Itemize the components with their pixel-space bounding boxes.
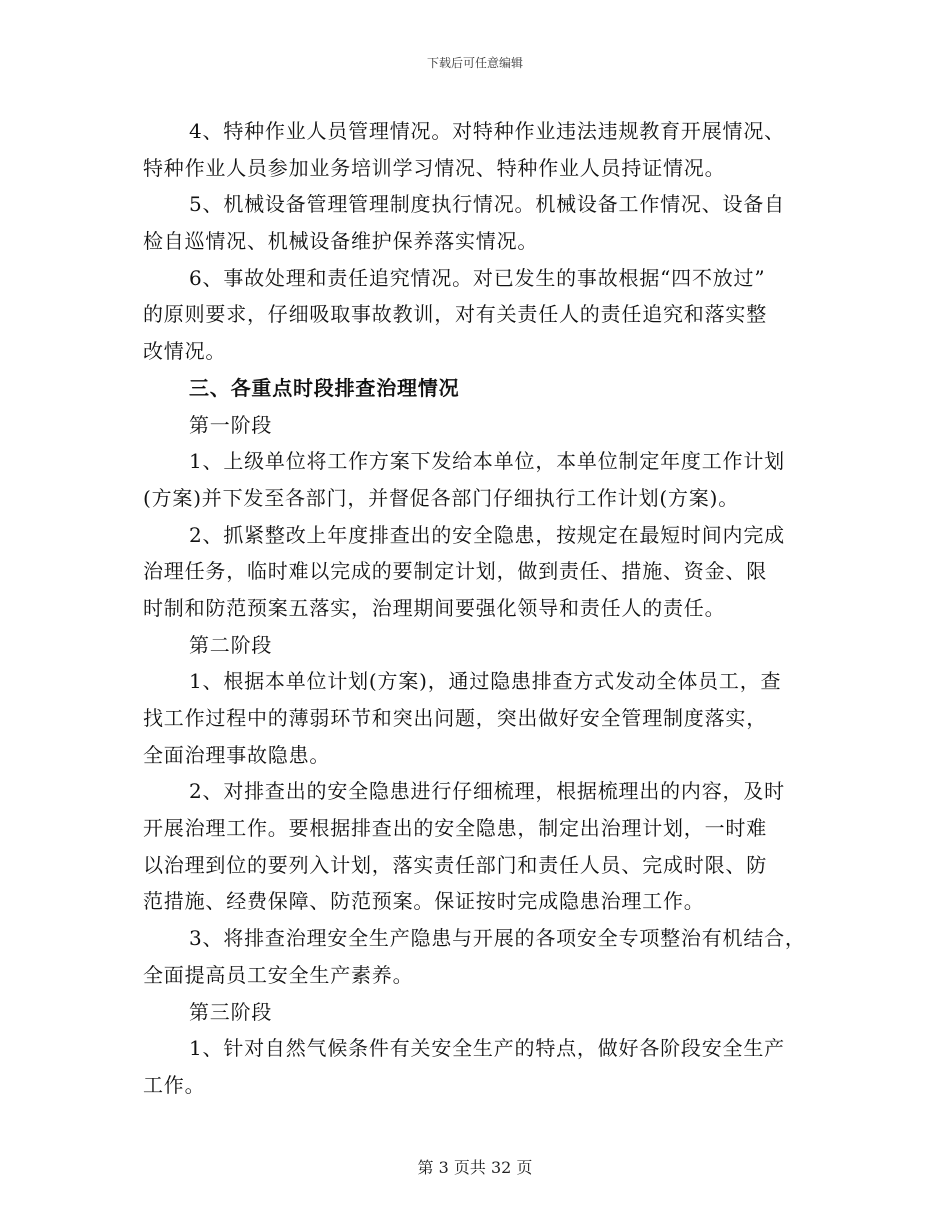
text-line: 全面治理事故隐患。 [143, 742, 331, 767]
text-line: 范措施、经费保障、防范预案。保证按时完成隐患治理工作。 [143, 889, 705, 914]
text-line: 6、事故处理和责任追究情况。对已发生的事故根据“四不放过” [189, 265, 766, 290]
text-line: 开展治理工作。要根据排查出的安全隐患，制定出治理计划，一时难 [143, 816, 767, 841]
text-line: 改情况。 [143, 339, 227, 364]
text-line: 2、对排查出的安全隐患进行仔细梳理，根据梳理出的内容，及时 [189, 779, 785, 804]
text-line: 5、机械设备管理管理制度执行情况。机械设备工作情况、设备自 [189, 192, 785, 217]
text-line: 1、上级单位将工作方案下发给本单位，本单位制定年度工作计划 [189, 449, 785, 474]
page-header: 下载后可任意编辑 [426, 56, 523, 70]
text-line: 检自巡情况、机械设备维护保养落实情况。 [143, 229, 539, 254]
document-body [143, 113, 813, 1104]
section-heading: 三、各重点时段排查治理情况 [189, 375, 460, 400]
text-line: 以治理到位的要列入计划，落实责任部门和责任人员、完成时限、防 [143, 852, 767, 877]
text-line: 2、抓紧整改上年度排查出的安全隐患，按规定在最短时间内完成 [189, 522, 785, 547]
text-line: 治理任务，临时难以完成的要制定计划，做到责任、措施、资金、限 [143, 559, 767, 584]
text-line: 特种作业人员参加业务培训学习情况、特种作业人员持证情况。 [143, 155, 726, 180]
text-line: 第三阶段 [189, 999, 273, 1024]
text-line: 第一阶段 [189, 412, 273, 437]
text-line: 第二阶段 [189, 632, 273, 657]
text-line: 找工作过程中的薄弱环节和突出问题，突出做好安全管理制度落实， [143, 706, 767, 730]
text-line: 全面提高员工安全生产素养。 [143, 962, 414, 987]
text-line: 工作。 [143, 1072, 206, 1097]
text-line: 1、根据本单位计划(方案)，通过隐患排查方式发动全体员工，查 [189, 669, 782, 694]
text-line: 4、特种作业人员管理情况。对特种作业违法违规教育开展情况、 [189, 119, 785, 143]
text-line: (方案)并下发至各部门，并督促各部门仔细执行工作计划(方案)。 [143, 485, 740, 510]
text-line: 时制和防范预案五落实，治理期间要强化领导和责任人的责任。 [143, 595, 726, 620]
text-line: 的原则要求，仔细吸取事故教训，对有关责任人的责任追究和落实整 [143, 302, 767, 327]
text-line: 1、针对自然气候条件有关安全生产的特点，做好各阶段安全生产 [189, 1036, 785, 1061]
page-footer: 第 3 页共 32 页 [417, 1158, 533, 1177]
text-line: 3、将排查治理安全生产隐患与开展的各项安全专项整治有机结合， [189, 926, 806, 951]
